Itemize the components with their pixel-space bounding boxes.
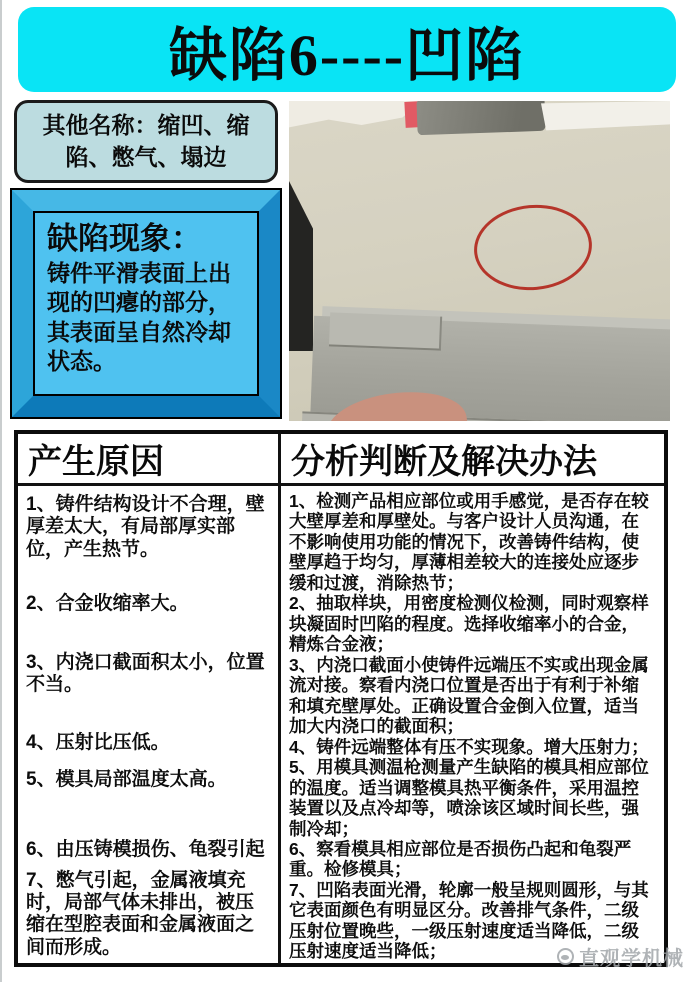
title-banner xyxy=(18,7,676,92)
phenomenon-heading: 缺陷现象： xyxy=(47,221,202,256)
solution-item: 1、检测产品相应部位或用手感觉，是否存在较大壁厚差和厚壁处。与客户设计人员沟通，在不影响使用功能的情况下，改善铸件结构，使壁厚趋于均匀，厚薄相差较大的连接处应逐步缓和过渡，消除热节； xyxy=(289,491,649,593)
paper-scrap-right xyxy=(541,101,670,131)
watermark xyxy=(557,942,684,971)
page-edge-line xyxy=(0,0,2,982)
causes-column xyxy=(18,486,281,964)
header-causes: 产生原因 xyxy=(18,434,281,483)
dark-object-left xyxy=(289,181,313,351)
phenomenon-box-panel xyxy=(33,211,259,396)
cause-item: 4、压射比压低。 xyxy=(26,732,170,754)
cause-solution-table xyxy=(14,430,668,967)
casting-photo xyxy=(289,101,670,421)
cause-item: 1、铸件结构设计不合理，壁厚差太大，有局部厚实部位，产生热节。 xyxy=(26,494,265,560)
solution-item: 7、凹陷表面光滑，轮廓一般呈规则圆形，与其它表面颜色有明显区分。改善排气条件，二级压射位置晚些，一级压射速度适当降低，二级压射速度适当降低； xyxy=(289,879,649,962)
solution-item: 5、用模具测温枪测量产生缺陷的模具相应部位的温度。适当调整模具热平衡条件，采用温控装置以及点冷却等，喷涂该区域时间长些，强制冷却； xyxy=(289,757,649,839)
phenomenon-body: 铸件平滑表面上出现的凹瘪的部分，其表面呈自然冷却状态。 xyxy=(47,259,231,374)
solution-item: 3、内浇口截面小使铸件远端压不实或出现金属流对接。察看内浇口位置是否出于有利于补缩和填充壁厚处。正确设置合金倒入位置，适当加大内浇口的截面积； xyxy=(289,654,649,737)
cause-item: 2、合金收缩率大。 xyxy=(26,593,189,615)
solution-item: 6、察看模具相应部位是否损伤凸起和龟裂严重。检修模具； xyxy=(289,838,632,880)
watermark-text: 直观学机械 xyxy=(579,948,684,970)
cause-item: 6、由压铸模损伤、龟裂引起 xyxy=(26,839,265,861)
grey-object xyxy=(416,101,545,135)
solution-item: 4、铸件远端整体有压不实现象。增大压射力； xyxy=(289,736,649,757)
table-body xyxy=(18,486,664,964)
solutions-column xyxy=(281,486,664,964)
phenomenon-box-bevel xyxy=(12,190,280,417)
header-solutions: 分析判断及解决办法 xyxy=(291,444,597,481)
defect-circle-marker xyxy=(471,200,596,295)
phenomenon-box xyxy=(10,188,282,419)
cause-item: 7、憋气引起，金属液填充时，局部气体未排出，被压缩在型腔表面和金属液面之间而形成。 xyxy=(26,869,255,958)
part-left-tab xyxy=(329,312,442,350)
page-title: 缺陷6----凹陷 xyxy=(168,22,526,88)
paper-scrap-left xyxy=(289,101,421,131)
other-names-text: 其他名称：缩凹、缩陷、憋气、塌边 xyxy=(42,112,250,170)
cause-item: 5、模具局部温度太高。 xyxy=(26,768,227,790)
solution-item: 2、抽取样块，用密度检测仪检测，同时观察样块凝固时凹陷的程度。选择收缩率小的合金，精炼合金液； xyxy=(289,593,649,655)
watermark-logo-icon xyxy=(557,948,574,965)
other-names-box xyxy=(14,100,278,183)
table-header-row xyxy=(18,434,664,486)
cause-item: 3、内浇口截面积太小，位置不当。 xyxy=(26,651,265,696)
